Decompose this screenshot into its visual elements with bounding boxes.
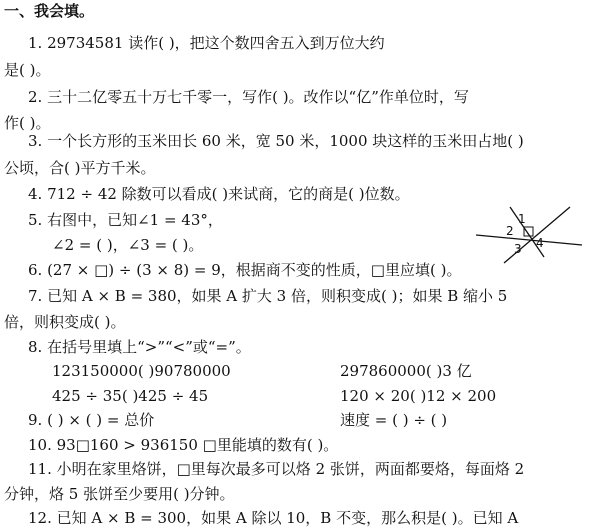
question-8-item-c: 425 ÷ 35( )425 ÷ 45 bbox=[52, 387, 209, 405]
angle-diagram bbox=[470, 205, 588, 265]
question-8-item-b: 297860000( )3 亿 bbox=[340, 362, 472, 380]
question-6: 6. (27 × □) ÷ (3 × 8) = 9，根据商不变的性质，□里应填( )。 bbox=[28, 261, 462, 279]
question-3-line-2: 公顷，合( )平方千米。 bbox=[4, 159, 156, 177]
question-5-line-2: ∠2 = ( )，∠3 = ( )。 bbox=[52, 236, 204, 254]
question-2-line-1: 2. 三十二亿零五十万七千零一，写作( )。改作以“亿”作单位时，写 bbox=[28, 88, 469, 106]
angle-4-label: 4 bbox=[536, 236, 544, 250]
question-7-line-1: 7. 已知 A × B = 380，如果 A 扩大 3 倍，则积变成( )；如果 B 缩小 5 bbox=[28, 287, 508, 305]
section-title: 一、我会填。 bbox=[4, 2, 95, 20]
question-11-line-1: 11. 小明在家里烙饼，□里每次最多可以烙 2 张饼，两面都要烙，每面烙 2 bbox=[28, 460, 525, 478]
angle-1-label: 1 bbox=[518, 212, 526, 226]
angle-3-label: 3 bbox=[514, 242, 522, 256]
question-7-line-2: 倍，则积变成( )。 bbox=[4, 313, 126, 331]
question-10: 10. 93□160 > 936150 □里能填的数有( )。 bbox=[28, 436, 339, 454]
question-5-line-1: 5. 右图中，已知∠1 = 43°， bbox=[28, 211, 223, 229]
question-11-line-2: 分钟，烙 5 张饼至少要用( )分钟。 bbox=[4, 485, 235, 503]
question-9-part-b: 速度 = ( ) ÷ ( ) bbox=[340, 411, 448, 429]
question-2-line-2: 作( )。 bbox=[4, 114, 51, 132]
question-8-item-a: 123150000( )90780000 bbox=[52, 362, 231, 380]
question-12-line-1: 12. 已知 A × B = 300，如果 A 除以 10，B 不变，那么积是( )。已知 A bbox=[28, 509, 519, 527]
question-8-intro: 8. 在括号里填上“>”“<”或“=”。 bbox=[28, 338, 251, 356]
question-9-part-a: 9. ( ) × ( ) = 总价 bbox=[28, 411, 155, 429]
question-4: 4. 712 ÷ 42 除数可以看成( )来试商，它的商是( )位数。 bbox=[28, 185, 410, 203]
question-1-line-2: 是( )。 bbox=[4, 61, 51, 79]
angle-2-label: 2 bbox=[506, 224, 514, 238]
question-1-line-1: 1. 29734581 读作( )，把这个数四舍五入到万位大约 bbox=[28, 34, 385, 52]
question-8-item-d: 120 × 20( )12 × 200 bbox=[340, 387, 497, 405]
question-3-line-1: 3. 一个长方形的玉米田长 60 米，宽 50 米，1000 块这样的玉米田占地( ) bbox=[28, 132, 524, 150]
